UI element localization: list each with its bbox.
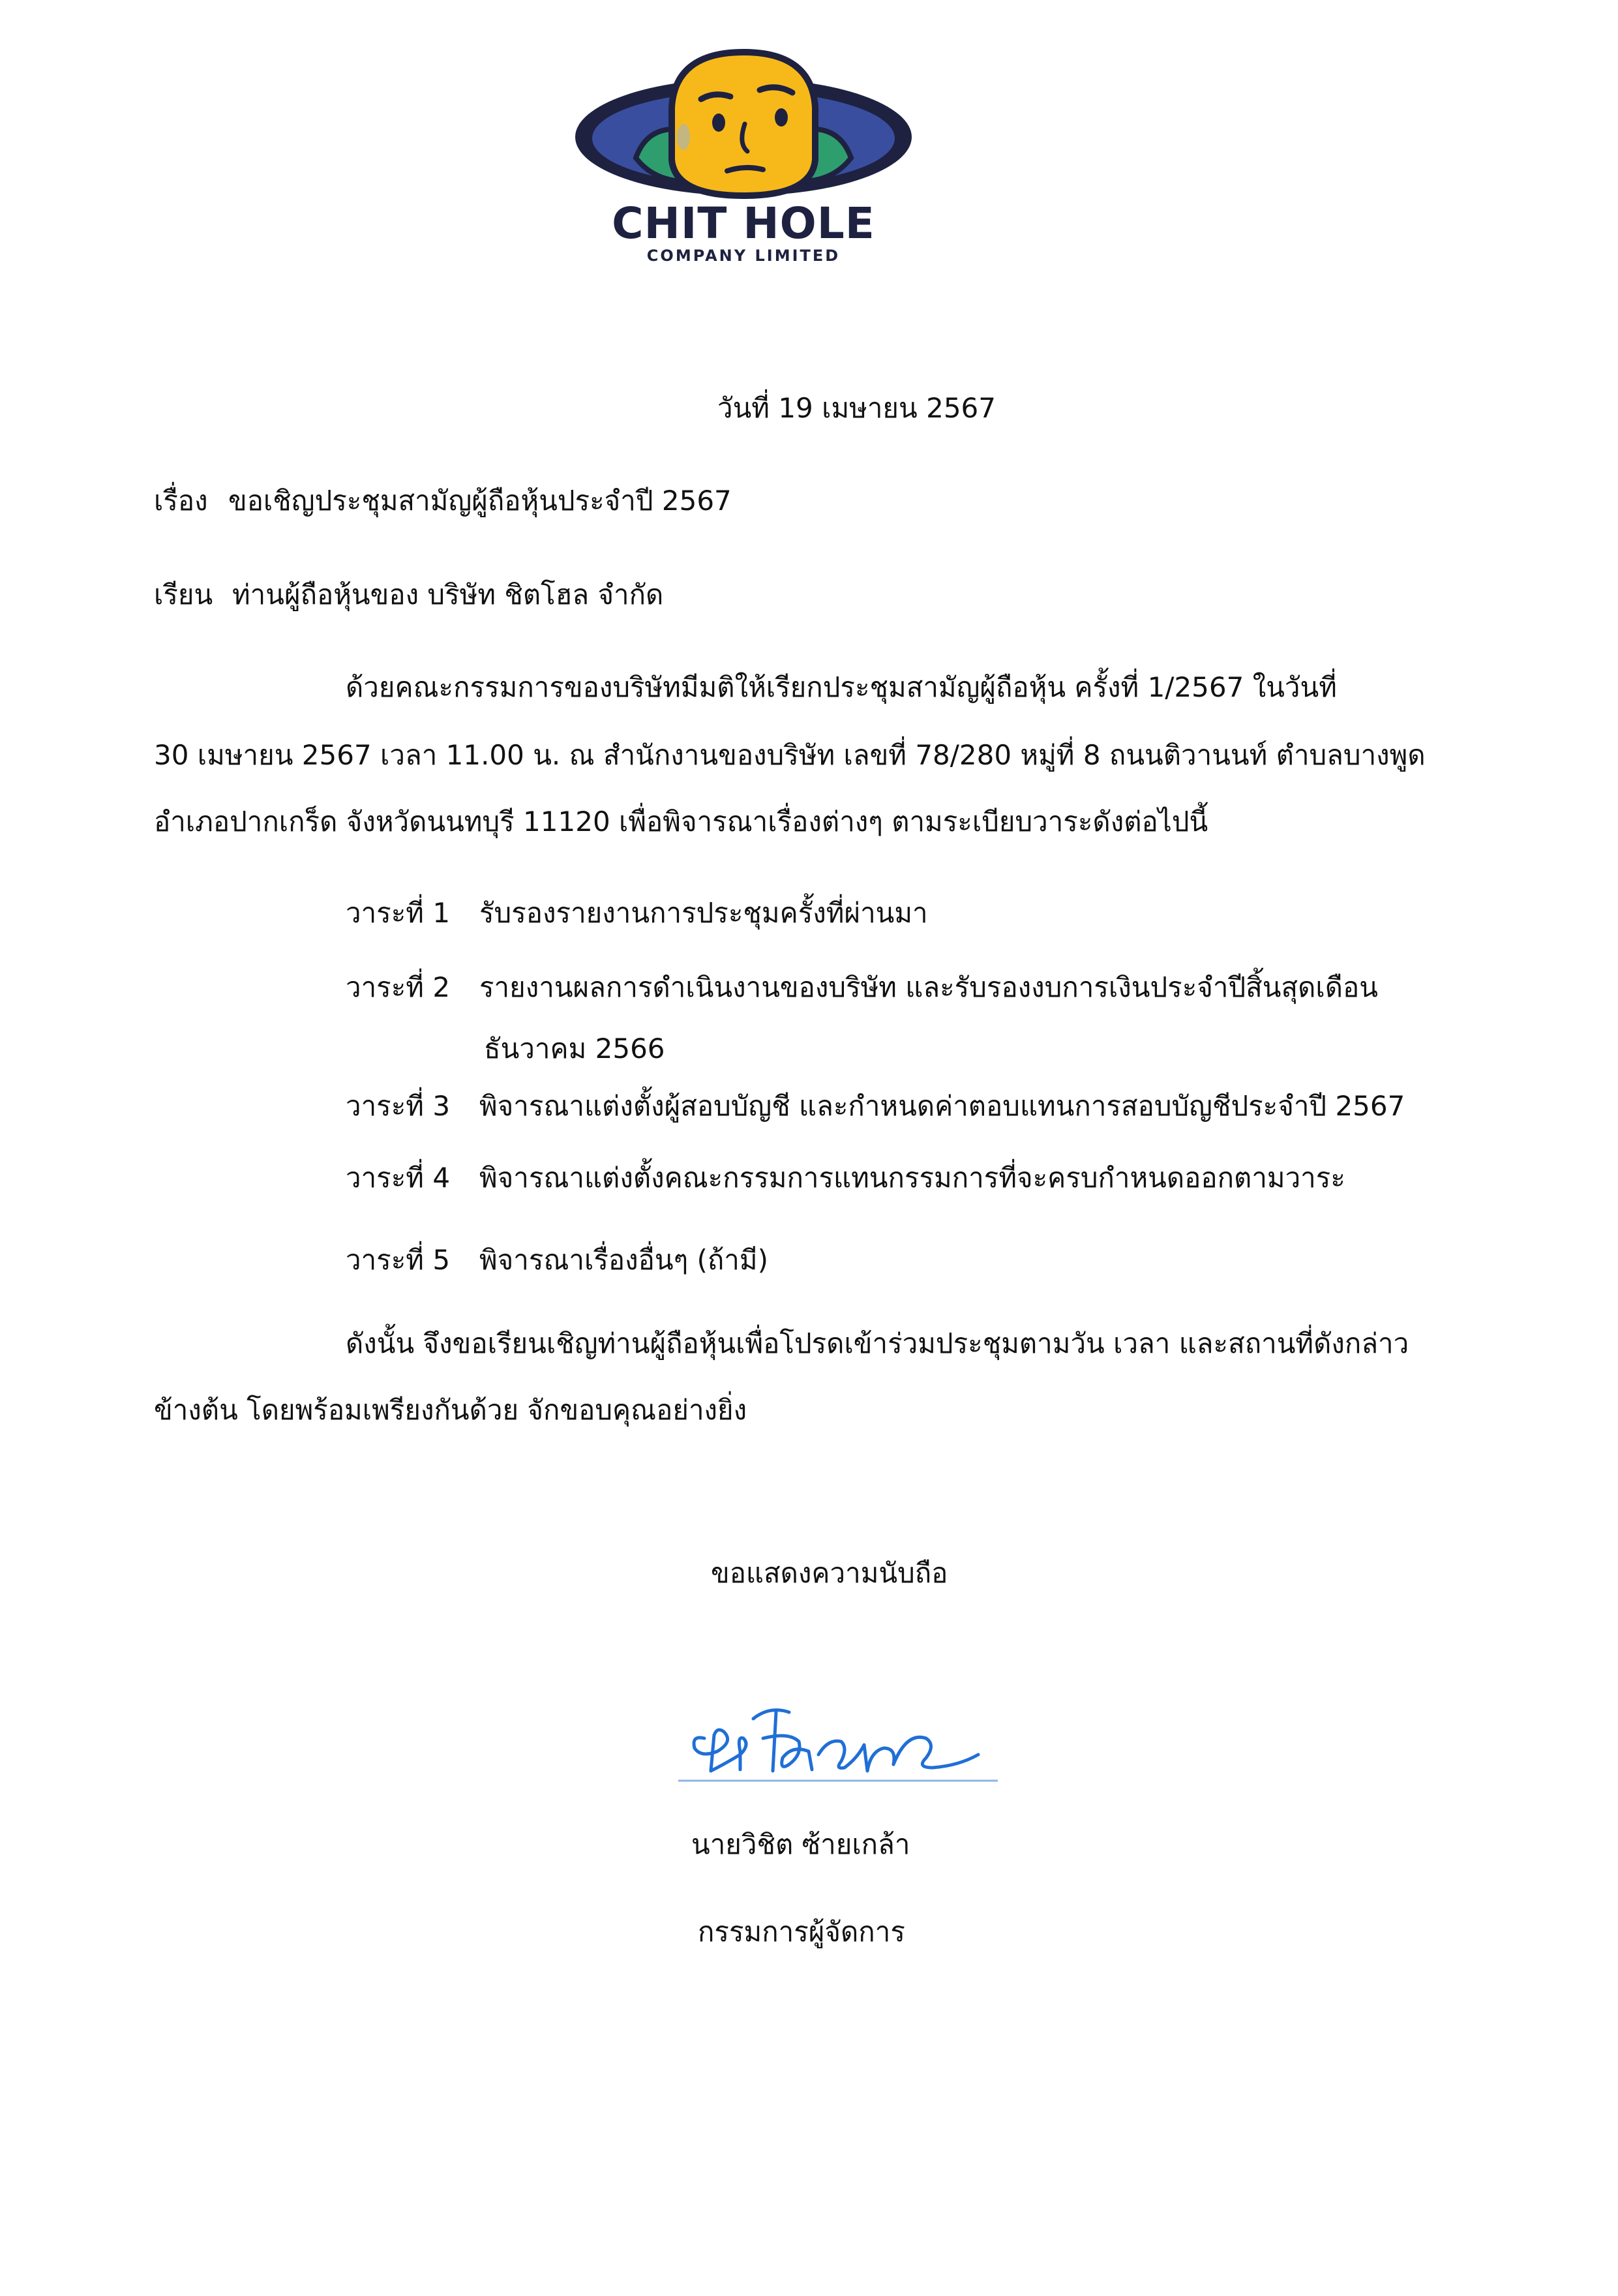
recipient-text: ท่านผู้ถือหุ้นของ บริษัท ชิตโฮล จำกัด bbox=[232, 579, 664, 611]
company-logo bbox=[574, 46, 913, 271]
agenda-text: รับรองรายงานการประชุมครั้งที่ผ่านมา bbox=[479, 897, 928, 929]
agenda-number: วาระที่ 1 bbox=[346, 897, 451, 929]
recipient-label: เรียน bbox=[154, 579, 213, 611]
agenda-number: วาระที่ 3 bbox=[346, 1090, 451, 1122]
signatory-title: กรรมการผู้จัดการ bbox=[698, 1916, 905, 1948]
agenda-text: พิจารณาแต่งตั้งผู้สอบบัญชี และกำหนดค่าตอบแทนการสอบบัญชีประจำปี 2567 bbox=[479, 1090, 1405, 1122]
intro-line: อำเภอปากเกร็ด จังหวัดนนทบุรี 11120 เพื่อพิจารณาเรื่องต่างๆ ตามระเบียบวาระดังต่อไปนี้ bbox=[154, 806, 1208, 838]
agenda-number: วาระที่ 5 bbox=[346, 1244, 451, 1276]
subject-label: เรื่อง bbox=[154, 485, 208, 517]
agenda-text-continued: ธันวาคม 2566 bbox=[484, 1033, 665, 1065]
agenda-number: วาระที่ 4 bbox=[346, 1162, 451, 1194]
agenda-number: วาระที่ 2 bbox=[346, 971, 451, 1003]
intro-line: ด้วยคณะกรรมการของบริษัทมีมติให้เรียกประชุมสามัญผู้ถือหุ้น ครั้งที่ 1/2567 ในวันที่ bbox=[346, 671, 1337, 703]
signatory-name: นายวิชิต ซ้ายเกล้า bbox=[691, 1828, 910, 1860]
agenda-text: พิจารณาแต่งตั้งคณะกรรมการแทนกรรมการที่จะครบกำหนดออกตามวาระ bbox=[479, 1162, 1345, 1194]
closing-line: ข้างต้น โดยพร้อมเพรียงกันด้วย จักขอบคุณอย่างยิ่ง bbox=[154, 1394, 747, 1426]
logo-name: CHIT HOLE bbox=[612, 198, 875, 249]
logo-graphic bbox=[574, 46, 913, 271]
letter-date: วันที่ 19 เมษายน 2567 bbox=[717, 392, 996, 424]
agenda-text: พิจารณาเรื่องอื่นๆ (ถ้ามี) bbox=[479, 1244, 768, 1276]
agenda-text: รายงานผลการดำเนินงานของบริษัท และรับรองงบการเงินประจำปีสิ้นสุดเดือน bbox=[479, 971, 1378, 1003]
regards: ขอแสดงความนับถือ bbox=[711, 1557, 948, 1589]
closing-line: ดังนั้น จึงขอเรียนเชิญท่านผู้ถือหุ้นเพื่อโปรดเข้าร่วมประชุมตามวัน เวลา และสถานที่ดังกล่าว bbox=[346, 1327, 1409, 1359]
logo-subtitle: COMPANY LIMITED bbox=[646, 247, 841, 265]
signature-graphic bbox=[678, 1693, 1004, 1794]
intro-line: 30 เมษายน 2567 เวลา 11.00 น. ณ สำนักงานของบริษัท เลขที่ 78/280 หมู่ที่ 8 ถนนติวานนท์ ตำบลบางพูด bbox=[154, 739, 1426, 771]
subject-text: ขอเชิญประชุมสามัญผู้ถือหุ้นประจำปี 2567 bbox=[228, 485, 732, 517]
signature bbox=[678, 1693, 1004, 1794]
